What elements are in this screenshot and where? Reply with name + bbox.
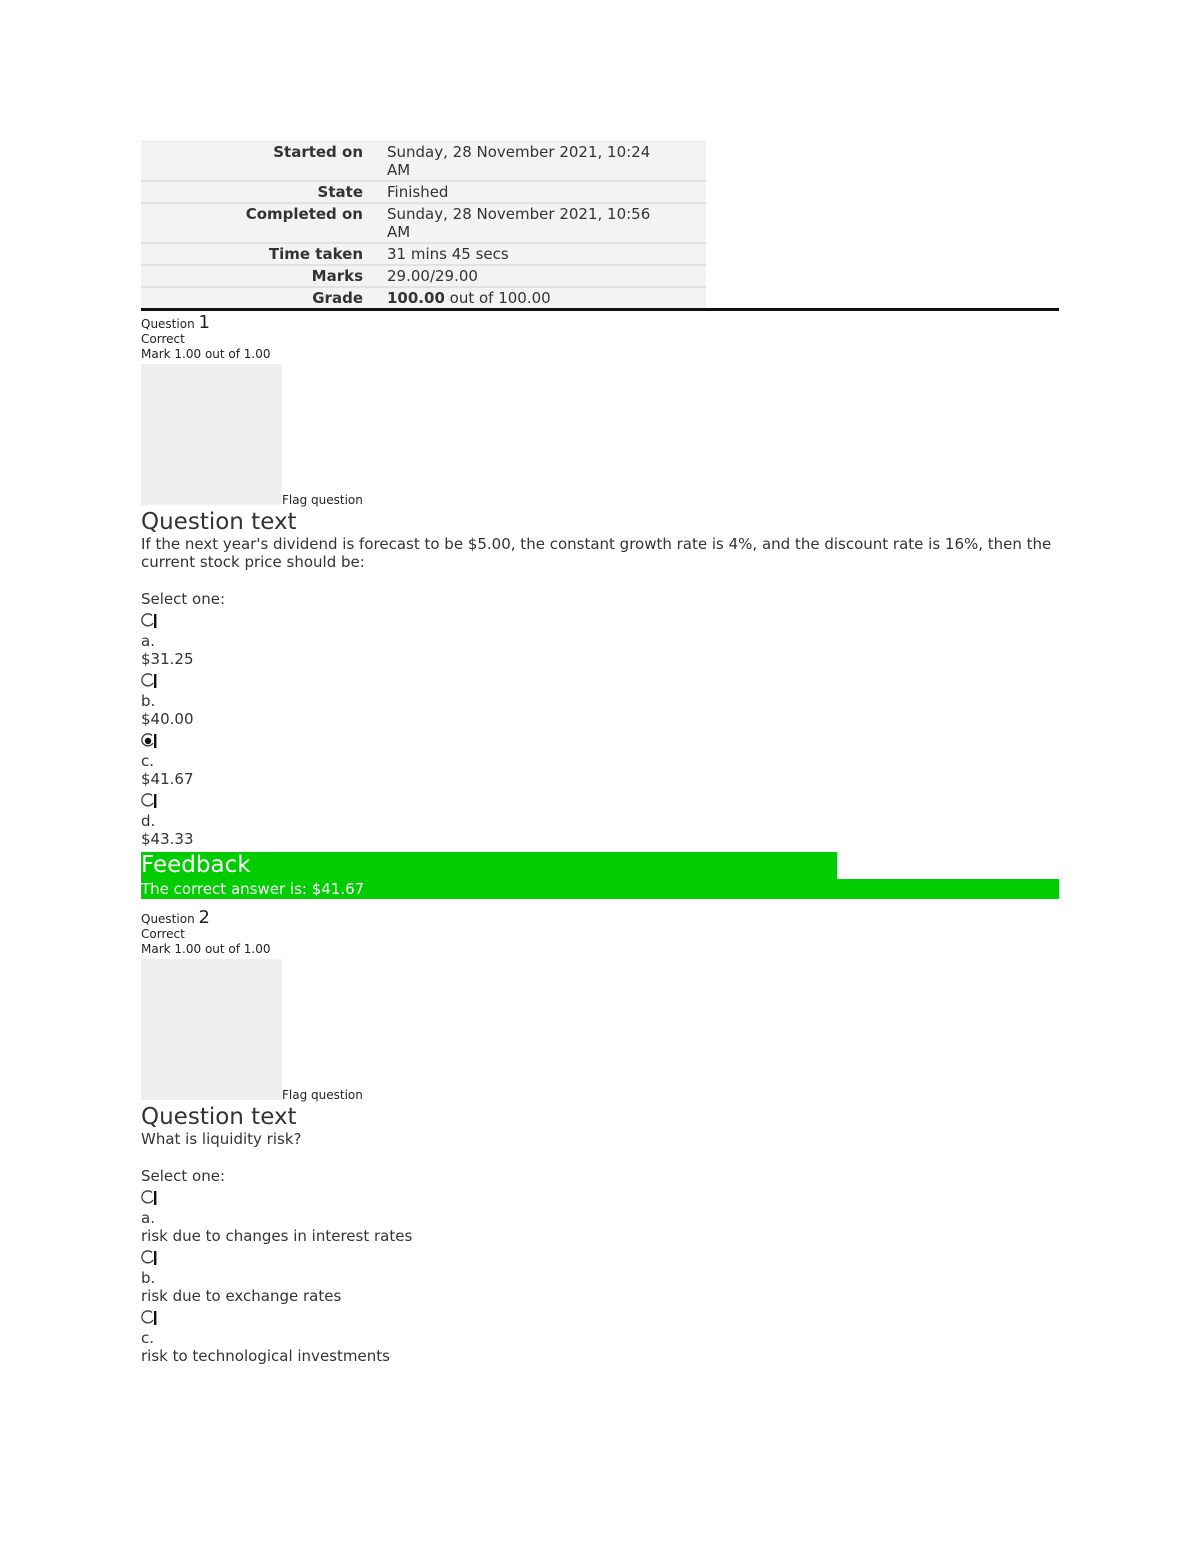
summary-row-started — [141, 142, 706, 182]
option-text: $40.00 — [141, 710, 194, 728]
option-letter: c. — [141, 1329, 155, 1347]
question-heading — [141, 312, 1059, 333]
grade-label: Grade — [141, 287, 373, 308]
flag-icon[interactable] — [141, 959, 282, 1100]
radio-unchecked-icon[interactable] — [141, 1308, 157, 1326]
question-text: What is liquidity risk? — [141, 1130, 302, 1148]
started-on-value: Sunday, 28 November 2021, 10:24 AM — [373, 142, 706, 182]
answer-option-c[interactable] — [141, 1305, 1059, 1365]
quiz-review-page — [141, 141, 1059, 1365]
answer-option-d[interactable] — [141, 788, 1059, 848]
option-letter: b. — [141, 692, 156, 710]
radio-unchecked-icon[interactable] — [141, 611, 157, 629]
answer-option-c[interactable] — [141, 728, 1059, 788]
grade-value-strong: 100.00 — [387, 289, 445, 307]
grade-value-rest: out of 100.00 — [444, 289, 551, 307]
question-label: Question — [141, 317, 199, 331]
flag-question-control[interactable] — [141, 362, 1059, 505]
state-label: State — [141, 181, 373, 203]
feedback-text: The correct answer is: $41.67 — [141, 879, 1059, 899]
radio-unchecked-icon[interactable] — [141, 1248, 157, 1266]
completed-on-label: Completed on — [141, 203, 373, 243]
radio-checked-icon[interactable] — [141, 731, 157, 749]
answer-option-a[interactable] — [141, 1185, 1059, 1245]
select-one-label: Select one: — [141, 1167, 226, 1185]
question-status: Correct — [141, 927, 185, 941]
answer-option-b[interactable] — [141, 668, 1059, 728]
flag-icon[interactable] — [141, 364, 282, 505]
option-text: risk due to exchange rates — [141, 1287, 342, 1305]
summary-row-grade — [141, 287, 706, 308]
question-1 — [141, 312, 1059, 899]
question-number: 1 — [198, 312, 210, 333]
marks-value: 29.00/29.00 — [373, 265, 706, 287]
option-text: $43.33 — [141, 830, 194, 848]
option-text: risk due to changes in interest rates — [141, 1227, 413, 1245]
summary-row-state — [141, 181, 706, 203]
flag-question-control[interactable] — [141, 957, 1059, 1100]
summary-divider — [141, 308, 1059, 311]
question-mark: Mark 1.00 out of 1.00 — [141, 347, 271, 361]
option-text: risk to technological investments — [141, 1347, 390, 1365]
radio-unchecked-icon[interactable] — [141, 1188, 157, 1206]
marks-label: Marks — [141, 265, 373, 287]
question-text: If the next year's dividend is forecast to be $5.00, the constant growth rate is 4%, and the discount rate is 16%, then the current stock price should be: — [141, 535, 1052, 571]
started-on-label: Started on — [141, 142, 373, 182]
option-text: $41.67 — [141, 770, 194, 788]
answer-option-b[interactable] — [141, 1245, 1059, 1305]
question-mark: Mark 1.00 out of 1.00 — [141, 942, 271, 956]
summary-row-completed — [141, 203, 706, 243]
summary-row-time — [141, 243, 706, 265]
question-text-heading: Question text — [141, 1104, 297, 1130]
question-heading — [141, 907, 1059, 928]
grade-value — [373, 287, 706, 308]
question-status: Correct — [141, 332, 185, 346]
question-2 — [141, 907, 1059, 1365]
option-letter: c. — [141, 752, 155, 770]
radio-unchecked-icon[interactable] — [141, 671, 157, 689]
option-letter: a. — [141, 1209, 155, 1227]
question-text-heading: Question text — [141, 509, 297, 535]
option-letter: b. — [141, 1269, 156, 1287]
question-label: Question — [141, 912, 199, 926]
attempt-summary-table — [141, 141, 706, 308]
completed-on-value: Sunday, 28 November 2021, 10:56 AM — [373, 203, 706, 243]
state-value: Finished — [373, 181, 706, 203]
time-taken-value: 31 mins 45 secs — [373, 243, 706, 265]
feedback-heading: Feedback — [141, 852, 837, 879]
option-letter: d. — [141, 812, 156, 830]
select-one-label: Select one: — [141, 590, 226, 608]
radio-unchecked-icon[interactable] — [141, 791, 157, 809]
option-text: $31.25 — [141, 650, 194, 668]
question-number: 2 — [198, 907, 210, 928]
option-letter: a. — [141, 632, 155, 650]
summary-row-marks — [141, 265, 706, 287]
time-taken-label: Time taken — [141, 243, 373, 265]
flag-question-link[interactable]: Flag question — [282, 1088, 363, 1102]
flag-question-link[interactable]: Flag question — [282, 493, 363, 507]
answer-option-a[interactable] — [141, 608, 1059, 668]
